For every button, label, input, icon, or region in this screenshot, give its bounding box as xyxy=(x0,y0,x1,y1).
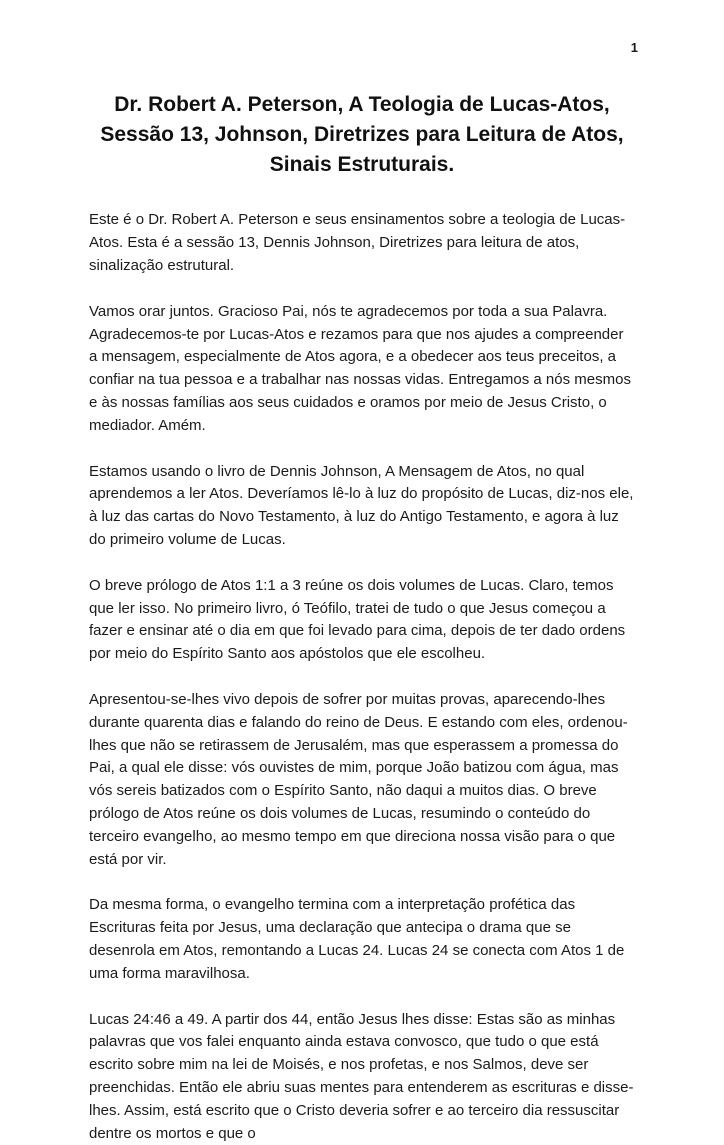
paragraph-prayer: Vamos orar juntos. Gracioso Pai, nós te agradecemos por toda a sua Palavra. Agradecemos-te por Lucas-Atos e rezamos para que nos ajudes a compreender a mensagem, especialmente de Atos agora, e a obedecer aos teus preceitos, a confiar na tua pessoa e a trabalhar nas nossas vidas. Entregamos a nós mesmos e às nossas famílias aos seus cuidados e oramos por meio de Jesus Cristo, o mediador. Amém. xyxy=(89,302,631,434)
paragraph-book: Estamos usando o livro de Dennis Johnson, A Mensagem de Atos, no qual aprendemos a ler Atos. Deveríamos lê-lo à luz do propósito de Lucas, diz-nos ele, à luz das cartas do Novo Testamento, à luz do Antigo Testamento, e agora à luz do primeiro volume de Lucas. xyxy=(89,462,634,548)
paragraph-prologue: O breve prólogo de Atos 1:1 a 3 reúne os dois volumes de Lucas. Claro, temos que ler isso. No primeiro livro, ó Teófilo, tratei de tudo o que Jesus começou a fazer e ensinar até o dia em que foi levado para cima, depois de ter dado ordens por meio do Espírito Santo aos apóstolos que ele escolheu. xyxy=(89,576,626,663)
title-line-3: Sinais Estruturais. xyxy=(269,152,455,176)
document-title xyxy=(89,90,635,179)
title-line-1: Dr. Robert A. Peterson, A Teologia de Lucas-Atos, xyxy=(114,93,610,116)
paragraph-appearances: Apresentou-se-lhes vivo depois de sofrer por muitas provas, aparecendo-lhes durante quarenta dias e falando do reino de Deus. E estando com eles, ordenou-lhes que não se retirassem de Jerusalém, mas que esperassem a promessa do Pai, a qual ele disse: vós ouvistes de mim, porque João batizou com água, mas vós sereis batizados com o Espírito Santo, não daqui a muitos dias. O breve prólogo de Atos reúne os dois volumes de Lucas, resumindo o conteúdo do terceiro evangelho, ao mesmo tempo em que direciona nossa visão para o que está por vir. xyxy=(89,690,628,868)
paragraph-lucas-24: Lucas 24:46 a 49. A partir dos 44, então Jesus lhes disse: Estas são as minhas palavras que vos falei enquanto ainda estava convosco, que tudo o que está escrito sobre mim na lei de Moisés, e nos profetas, e nos Salmos, deve ser preenchidas. Então ele abriu suas mentes para entenderem as escrituras e disse-lhes. Assim, está escrito que o Cristo deveria sofrer e ao terceiro dia ressuscitar dentre os mortos e que o xyxy=(89,1010,634,1142)
title-line-2: Sessão 13, Johnson, Diretrizes para Leitura de Atos, xyxy=(100,122,624,146)
paragraph-intro: Este é o Dr. Robert A. Peterson e seus ensinamentos sobre a teologia de Lucas-Atos. Esta é a sessão 13, Dennis Johnson, Diretrizes para leitura de atos, sinalização estrutural. xyxy=(89,211,626,275)
paragraph-gospel-ending: Da mesma forma, o evangelho termina com a interpretação profética das Escrituras feita por Jesus, uma declaração que antecipa o drama que se desenrola em Atos, remontando a Lucas 24. Lucas 24 se conecta com Atos 1 de uma forma maravilhosa. xyxy=(89,896,625,982)
document-body xyxy=(89,209,635,1145)
page-number: 1 xyxy=(630,40,638,55)
